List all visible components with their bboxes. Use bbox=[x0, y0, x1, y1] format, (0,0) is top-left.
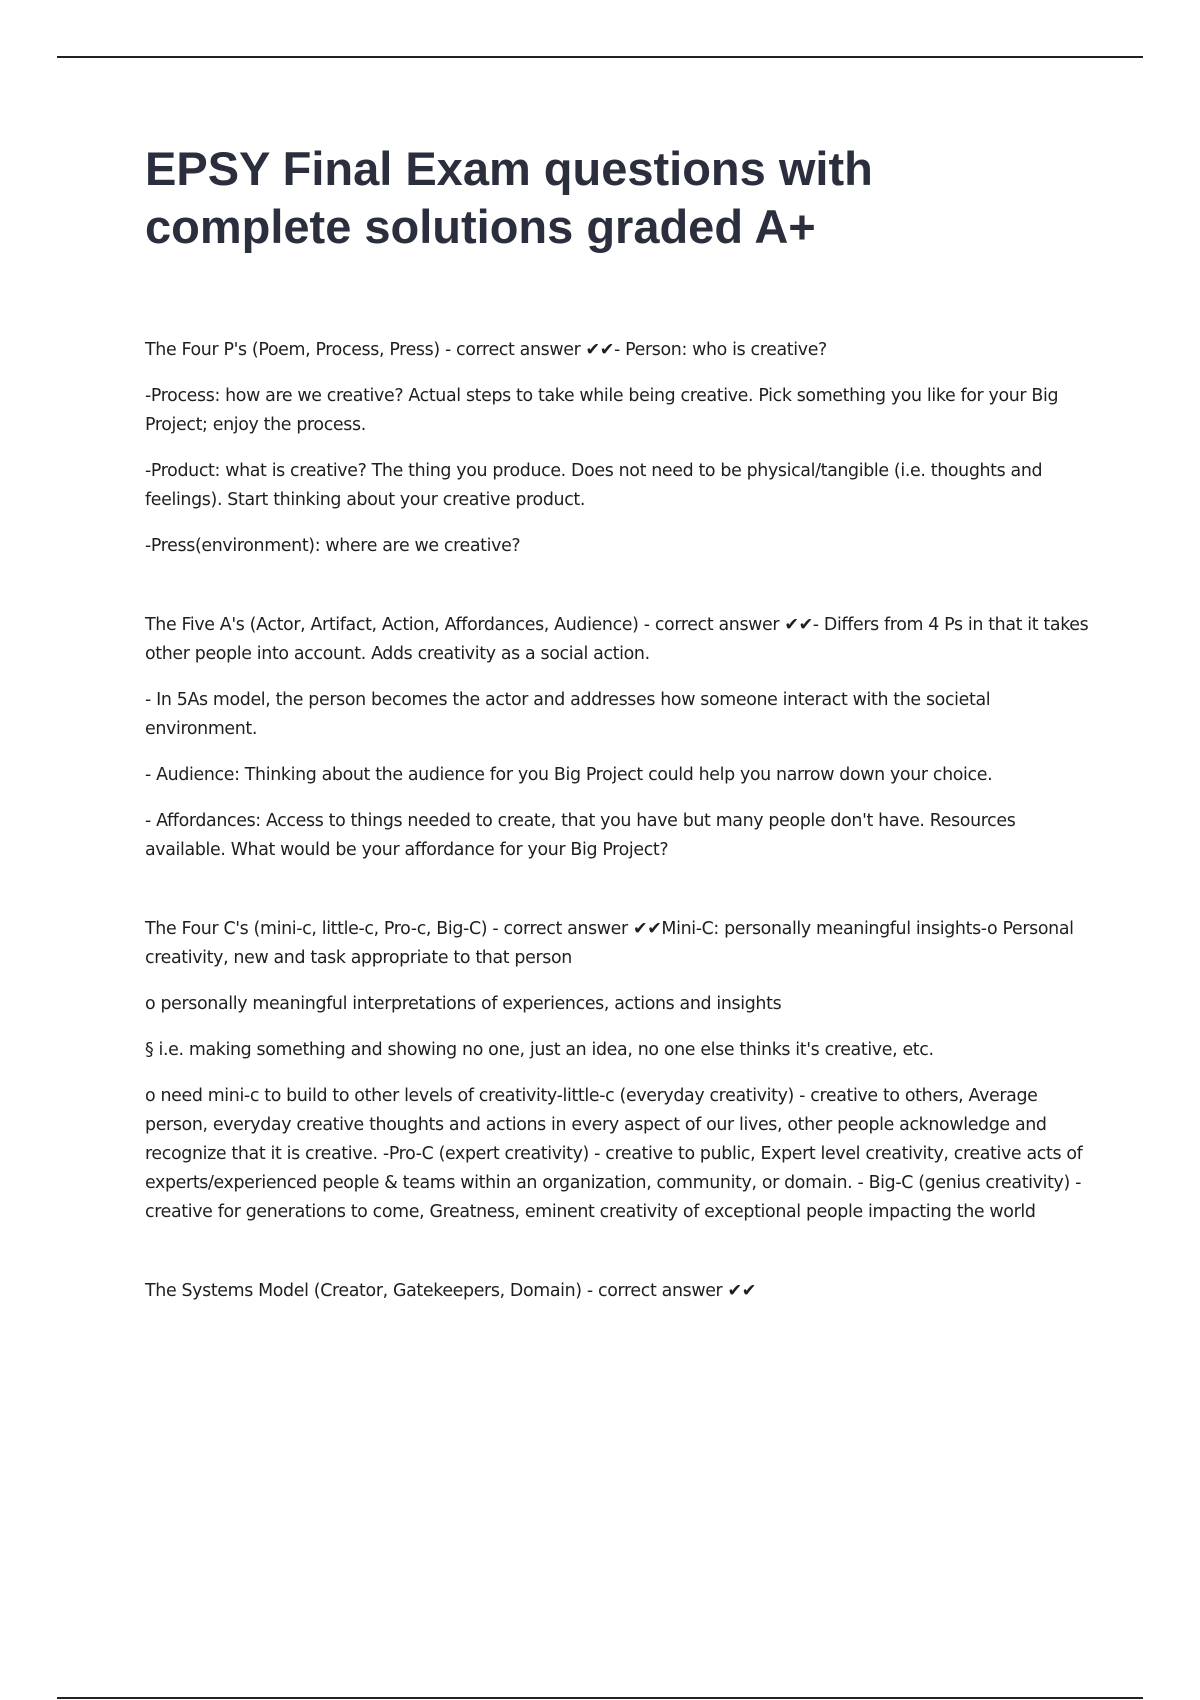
qa-paragraph: -Product: what is creative? The thing you produce. Does not need to be physical/tangible (i.e. thoughts and feelings). Start thinking about your creative product. bbox=[145, 461, 1043, 510]
top-rule bbox=[57, 56, 1143, 58]
qa-five-as bbox=[145, 611, 1095, 865]
qa-paragraph: The Four P's (Poem, Process, Press) - correct answer ✔✔- Person: who is creative? bbox=[145, 340, 827, 360]
qa-paragraph: o personally meaningful interpretations of experiences, actions and insights bbox=[145, 994, 782, 1014]
qa-paragraph: -Press(environment): where are we creative? bbox=[145, 536, 521, 556]
qa-four-ps bbox=[145, 336, 1095, 561]
document-body bbox=[145, 140, 1095, 1356]
qa-paragraph: o need mini-c to build to other levels of creativity-little-c (everyday creativity) - creative to others, Average person, everyday creative thoughts and actions in every aspect of our lives, other people acknowledge and recognize that it is creative. -Pro-C (expert creativity) - creative to public, Expert level creativity, creative acts of experts/experienced people & teams within an organization, community, or domain. - Big-C (genius creativity) - creative for generations to come, Greatness, eminent creativity of exceptional people impacting the world bbox=[145, 1086, 1083, 1222]
qa-paragraph: The Four C's (mini-c, little-c, Pro-c, Big-C) - correct answer ✔✔Mini-C: personally meaningful insights-o Personal creativity, new and task appropriate to that person bbox=[145, 919, 1074, 968]
qa-list bbox=[145, 336, 1095, 1306]
qa-paragraph: - Audience: Thinking about the audience for you Big Project could help you narrow down your choice. bbox=[145, 765, 993, 785]
bottom-rule bbox=[57, 1697, 1143, 1699]
qa-paragraph: -Process: how are we creative? Actual steps to take while being creative. Pick something you like for your Big Project; enjoy the process. bbox=[145, 386, 1059, 435]
qa-paragraph: § i.e. making something and showing no one, just an idea, no one else thinks it's creative, etc. bbox=[145, 1040, 934, 1060]
qa-paragraph: The Systems Model (Creator, Gatekeepers, Domain) - correct answer ✔✔ bbox=[145, 1281, 756, 1301]
qa-four-cs bbox=[145, 915, 1095, 1227]
document-title: EPSY Final Exam questions with complete solutions graded A+ bbox=[145, 142, 873, 253]
qa-paragraph: - In 5As model, the person becomes the actor and addresses how someone interact with the societal environment. bbox=[145, 690, 991, 739]
qa-paragraph: The Five A's (Actor, Artifact, Action, Affordances, Audience) - correct answer ✔✔- Differs from 4 Ps in that it takes other people into account. Adds creativity as a social action. bbox=[145, 615, 1089, 664]
qa-systems-model bbox=[145, 1277, 1095, 1306]
qa-paragraph: - Affordances: Access to things needed to create, that you have but many people don't have. Resources available. What would be your affordance for your Big Project? bbox=[145, 811, 1016, 860]
